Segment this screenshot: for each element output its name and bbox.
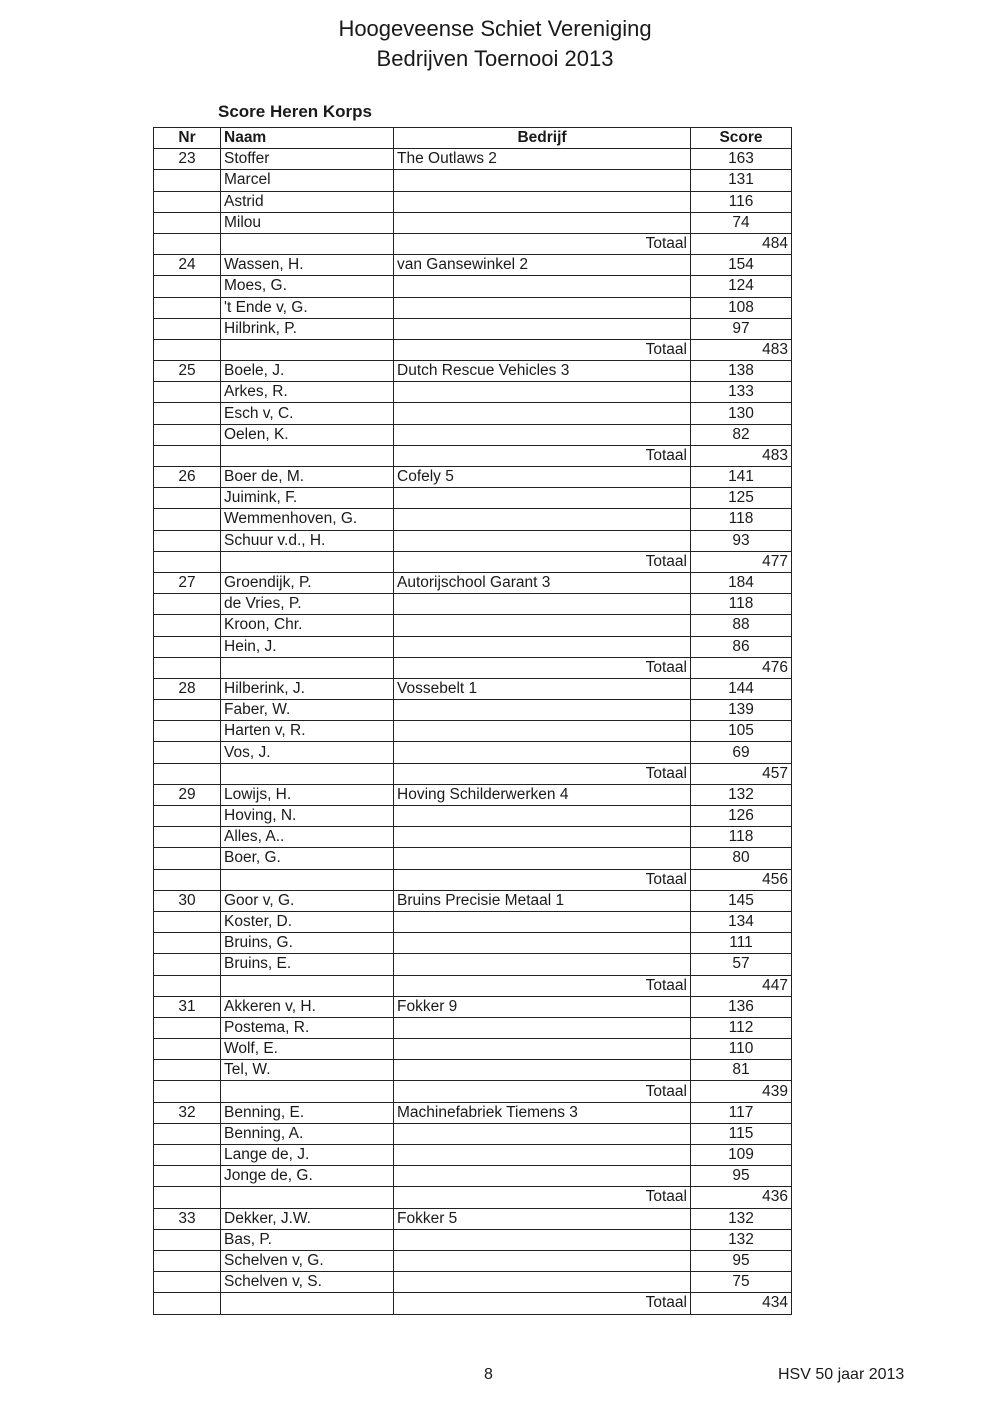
- cell-naam: Jonge de, G.: [221, 1166, 394, 1187]
- cell-bedrijf: [394, 827, 691, 848]
- cell-naam: Alles, A..: [221, 827, 394, 848]
- cell-nr: [154, 276, 221, 297]
- cell-nr: [154, 1060, 221, 1081]
- cell-bedrijf: [394, 191, 691, 212]
- cell-naam: Bruins, G.: [221, 933, 394, 954]
- cell-bedrijf: [394, 1272, 691, 1293]
- table-row: [154, 424, 792, 445]
- table-row: [154, 403, 792, 424]
- table-row: [154, 1272, 792, 1293]
- cell-score: 93: [691, 530, 792, 551]
- total-score: 439: [691, 1081, 792, 1102]
- cell-naam: Postema, R.: [221, 1017, 394, 1038]
- table-row: [154, 191, 792, 212]
- cell-score: 154: [691, 255, 792, 276]
- cell-naam: [221, 551, 394, 572]
- cell-score: 144: [691, 678, 792, 699]
- cell-naam: Arkes, R.: [221, 382, 394, 403]
- cell-bedrijf: [394, 530, 691, 551]
- cell-bedrijf: Fokker 9: [394, 996, 691, 1017]
- total-score: 476: [691, 657, 792, 678]
- cell-bedrijf: Cofely 5: [394, 467, 691, 488]
- cell-naam: Tel, W.: [221, 1060, 394, 1081]
- cell-nr: 29: [154, 784, 221, 805]
- cell-bedrijf: [394, 1250, 691, 1271]
- table-row: [154, 1229, 792, 1250]
- table-row: [154, 954, 792, 975]
- cell-score: 97: [691, 318, 792, 339]
- cell-nr: [154, 382, 221, 403]
- cell-naam: Koster, D.: [221, 911, 394, 932]
- table-row: [154, 848, 792, 869]
- cell-score: 139: [691, 700, 792, 721]
- table-row: [154, 1060, 792, 1081]
- cell-naam: Esch v, C.: [221, 403, 394, 424]
- table-row: [154, 1208, 792, 1229]
- cell-naam: de Vries, P.: [221, 594, 394, 615]
- total-label: Totaal: [394, 339, 691, 360]
- cell-nr: [154, 954, 221, 975]
- table-row: [154, 1017, 792, 1038]
- cell-score: 110: [691, 1039, 792, 1060]
- cell-naam: [221, 339, 394, 360]
- cell-nr: [154, 742, 221, 763]
- total-row: [154, 657, 792, 678]
- cell-bedrijf: [394, 806, 691, 827]
- cell-nr: [154, 551, 221, 572]
- cell-nr: [154, 1081, 221, 1102]
- cell-nr: [154, 615, 221, 636]
- table-row: [154, 276, 792, 297]
- cell-score: 108: [691, 297, 792, 318]
- table-row: [154, 594, 792, 615]
- cell-nr: [154, 339, 221, 360]
- cell-nr: 25: [154, 361, 221, 382]
- total-score: 456: [691, 869, 792, 890]
- total-score: 477: [691, 551, 792, 572]
- cell-score: 132: [691, 1208, 792, 1229]
- cell-score: 57: [691, 954, 792, 975]
- document-title: Hoogeveense Schiet Vereniging: [338, 16, 652, 41]
- cell-nr: [154, 403, 221, 424]
- cell-naam: Boer, G.: [221, 848, 394, 869]
- cell-naam: Vos, J.: [221, 742, 394, 763]
- cell-nr: [154, 700, 221, 721]
- total-row: [154, 1187, 792, 1208]
- cell-naam: Schuur v.d., H.: [221, 530, 394, 551]
- cell-naam: Marcel: [221, 170, 394, 191]
- total-row: [154, 1293, 792, 1314]
- cell-score: 131: [691, 170, 792, 191]
- table-row: [154, 1123, 792, 1144]
- cell-score: 105: [691, 721, 792, 742]
- total-label: Totaal: [394, 1081, 691, 1102]
- table-row: [154, 1039, 792, 1060]
- cell-score: 95: [691, 1166, 792, 1187]
- cell-nr: [154, 721, 221, 742]
- table-row: [154, 297, 792, 318]
- cell-score: 133: [691, 382, 792, 403]
- table-row: [154, 996, 792, 1017]
- cell-nr: 31: [154, 996, 221, 1017]
- cell-naam: Faber, W.: [221, 700, 394, 721]
- cell-naam: [221, 975, 394, 996]
- cell-nr: 32: [154, 1102, 221, 1123]
- cell-nr: 26: [154, 467, 221, 488]
- total-row: [154, 869, 792, 890]
- cell-score: 109: [691, 1145, 792, 1166]
- cell-score: 126: [691, 806, 792, 827]
- table-row: [154, 488, 792, 509]
- cell-score: 88: [691, 615, 792, 636]
- cell-score: 138: [691, 361, 792, 382]
- table-row: [154, 212, 792, 233]
- cell-naam: Lange de, J.: [221, 1145, 394, 1166]
- cell-bedrijf: [394, 170, 691, 191]
- cell-naam: [221, 1293, 394, 1314]
- total-label: Totaal: [394, 1293, 691, 1314]
- cell-nr: 27: [154, 572, 221, 593]
- cell-nr: [154, 488, 221, 509]
- cell-bedrijf: [394, 276, 691, 297]
- cell-naam: Bruins, E.: [221, 954, 394, 975]
- cell-naam: Lowijs, H.: [221, 784, 394, 805]
- cell-nr: [154, 594, 221, 615]
- table-row: [154, 170, 792, 191]
- cell-naam: 't Ende v, G.: [221, 297, 394, 318]
- cell-score: 117: [691, 1102, 792, 1123]
- cell-bedrijf: Machinefabriek Tiemens 3: [394, 1102, 691, 1123]
- table-row: [154, 149, 792, 170]
- cell-nr: [154, 933, 221, 954]
- cell-nr: [154, 1187, 221, 1208]
- cell-nr: [154, 1229, 221, 1250]
- table-row: [154, 721, 792, 742]
- cell-nr: 30: [154, 890, 221, 911]
- table-row: [154, 1250, 792, 1271]
- cell-bedrijf: Dutch Rescue Vehicles 3: [394, 361, 691, 382]
- cell-naam: Bas, P.: [221, 1229, 394, 1250]
- cell-nr: 24: [154, 255, 221, 276]
- total-label: Totaal: [394, 975, 691, 996]
- cell-bedrijf: [394, 954, 691, 975]
- cell-score: 184: [691, 572, 792, 593]
- table-row: [154, 806, 792, 827]
- table-row: [154, 784, 792, 805]
- cell-naam: Astrid: [221, 191, 394, 212]
- cell-score: 69: [691, 742, 792, 763]
- cell-bedrijf: Fokker 5: [394, 1208, 691, 1229]
- cell-naam: [221, 233, 394, 254]
- cell-naam: Boer de, M.: [221, 467, 394, 488]
- cell-score: 74: [691, 212, 792, 233]
- table-row: [154, 615, 792, 636]
- table-row: [154, 361, 792, 382]
- cell-naam: [221, 1081, 394, 1102]
- cell-score: 145: [691, 890, 792, 911]
- table-row: [154, 890, 792, 911]
- cell-score: 125: [691, 488, 792, 509]
- total-row: [154, 445, 792, 466]
- cell-bedrijf: [394, 615, 691, 636]
- cell-naam: Benning, A.: [221, 1123, 394, 1144]
- cell-nr: [154, 657, 221, 678]
- cell-naam: Hein, J.: [221, 636, 394, 657]
- cell-nr: [154, 763, 221, 784]
- table-row: [154, 530, 792, 551]
- cell-nr: [154, 1123, 221, 1144]
- cell-naam: [221, 657, 394, 678]
- section-title: Score Heren Korps: [218, 102, 372, 121]
- cell-naam: Kroon, Chr.: [221, 615, 394, 636]
- cell-bedrijf: [394, 1039, 691, 1060]
- score-table: [153, 127, 792, 1315]
- cell-bedrijf: [394, 488, 691, 509]
- cell-score: 132: [691, 784, 792, 805]
- total-score: 483: [691, 339, 792, 360]
- cell-nr: [154, 445, 221, 466]
- cell-bedrijf: [394, 424, 691, 445]
- cell-nr: [154, 1017, 221, 1038]
- cell-naam: Wolf, E.: [221, 1039, 394, 1060]
- column-header-score: Score: [691, 128, 792, 149]
- column-header-naam: Naam: [221, 128, 394, 149]
- cell-naam: Wemmenhoven, G.: [221, 509, 394, 530]
- footer-text: HSV 50 jaar 2013: [778, 1366, 905, 1383]
- cell-nr: [154, 975, 221, 996]
- cell-nr: 33: [154, 1208, 221, 1229]
- cell-naam: Schelven v, G.: [221, 1250, 394, 1271]
- total-label: Totaal: [394, 233, 691, 254]
- cell-naam: Milou: [221, 212, 394, 233]
- column-header-bedrijf: Bedrijf: [394, 128, 691, 149]
- table-header-row: [154, 128, 792, 149]
- cell-bedrijf: [394, 509, 691, 530]
- document-subtitle: Bedrijven Toernooi 2013: [376, 46, 614, 71]
- table-row: [154, 255, 792, 276]
- cell-score: 136: [691, 996, 792, 1017]
- cell-bedrijf: [394, 1060, 691, 1081]
- total-row: [154, 1081, 792, 1102]
- cell-bedrijf: [394, 1017, 691, 1038]
- cell-nr: [154, 424, 221, 445]
- cell-naam: Goor v, G.: [221, 890, 394, 911]
- cell-score: 118: [691, 594, 792, 615]
- cell-naam: [221, 869, 394, 890]
- cell-naam: [221, 763, 394, 784]
- cell-bedrijf: van Gansewinkel 2: [394, 255, 691, 276]
- cell-nr: [154, 806, 221, 827]
- total-label: Totaal: [394, 869, 691, 890]
- cell-score: 75: [691, 1272, 792, 1293]
- cell-bedrijf: [394, 911, 691, 932]
- table-row: [154, 509, 792, 530]
- total-score: 484: [691, 233, 792, 254]
- total-row: [154, 339, 792, 360]
- table-row: [154, 827, 792, 848]
- cell-bedrijf: [394, 403, 691, 424]
- total-score: 434: [691, 1293, 792, 1314]
- cell-bedrijf: [394, 1166, 691, 1187]
- cell-score: 118: [691, 509, 792, 530]
- cell-score: 80: [691, 848, 792, 869]
- cell-bedrijf: [394, 848, 691, 869]
- cell-nr: [154, 1250, 221, 1271]
- cell-naam: Akkeren v, H.: [221, 996, 394, 1017]
- cell-score: 134: [691, 911, 792, 932]
- cell-score: 81: [691, 1060, 792, 1081]
- cell-score: 115: [691, 1123, 792, 1144]
- cell-nr: [154, 233, 221, 254]
- cell-score: 141: [691, 467, 792, 488]
- cell-naam: Groendijk, P.: [221, 572, 394, 593]
- total-score: 483: [691, 445, 792, 466]
- cell-score: 86: [691, 636, 792, 657]
- cell-bedrijf: [394, 297, 691, 318]
- cell-score: 118: [691, 827, 792, 848]
- cell-bedrijf: [394, 1123, 691, 1144]
- table-row: [154, 700, 792, 721]
- cell-naam: Wassen, H.: [221, 255, 394, 276]
- cell-nr: [154, 318, 221, 339]
- table-row: [154, 1102, 792, 1123]
- total-label: Totaal: [394, 657, 691, 678]
- table-row: [154, 911, 792, 932]
- cell-nr: [154, 827, 221, 848]
- cell-bedrijf: [394, 594, 691, 615]
- cell-bedrijf: [394, 382, 691, 403]
- cell-bedrijf: [394, 700, 691, 721]
- cell-bedrijf: [394, 933, 691, 954]
- cell-nr: [154, 297, 221, 318]
- total-label: Totaal: [394, 445, 691, 466]
- cell-score: 116: [691, 191, 792, 212]
- cell-naam: Moes, G.: [221, 276, 394, 297]
- cell-bedrijf: [394, 212, 691, 233]
- cell-nr: [154, 869, 221, 890]
- cell-bedrijf: [394, 1229, 691, 1250]
- table-row: [154, 636, 792, 657]
- cell-bedrijf: [394, 1145, 691, 1166]
- table-row: [154, 678, 792, 699]
- cell-bedrijf: [394, 742, 691, 763]
- cell-bedrijf: Autorijschool Garant 3: [394, 572, 691, 593]
- cell-naam: Schelven v, S.: [221, 1272, 394, 1293]
- cell-naam: Hoving, N.: [221, 806, 394, 827]
- table-row: [154, 1145, 792, 1166]
- table-row: [154, 742, 792, 763]
- table-row: [154, 933, 792, 954]
- table-row: [154, 382, 792, 403]
- total-row: [154, 975, 792, 996]
- cell-naam: Harten v, R.: [221, 721, 394, 742]
- total-label: Totaal: [394, 1187, 691, 1208]
- cell-bedrijf: [394, 636, 691, 657]
- cell-bedrijf: Vossebelt 1: [394, 678, 691, 699]
- table-row: [154, 318, 792, 339]
- cell-bedrijf: Hoving Schilderwerken 4: [394, 784, 691, 805]
- cell-naam: Boele, J.: [221, 361, 394, 382]
- cell-score: 130: [691, 403, 792, 424]
- cell-nr: [154, 1145, 221, 1166]
- cell-nr: [154, 911, 221, 932]
- total-row: [154, 763, 792, 784]
- cell-nr: 23: [154, 149, 221, 170]
- cell-nr: [154, 1039, 221, 1060]
- total-label: Totaal: [394, 551, 691, 572]
- cell-nr: [154, 212, 221, 233]
- cell-naam: Stoffer: [221, 149, 394, 170]
- cell-nr: [154, 170, 221, 191]
- total-row: [154, 233, 792, 254]
- table-row: [154, 467, 792, 488]
- column-header-nr: Nr: [154, 128, 221, 149]
- cell-nr: [154, 191, 221, 212]
- cell-bedrijf: The Outlaws 2: [394, 149, 691, 170]
- cell-bedrijf: [394, 318, 691, 339]
- cell-nr: [154, 530, 221, 551]
- page-number: 8: [484, 1366, 493, 1383]
- cell-score: 111: [691, 933, 792, 954]
- cell-nr: [154, 1166, 221, 1187]
- cell-nr: [154, 848, 221, 869]
- total-score: 447: [691, 975, 792, 996]
- cell-naam: Hilberink, J.: [221, 678, 394, 699]
- cell-naam: Dekker, J.W.: [221, 1208, 394, 1229]
- cell-naam: [221, 445, 394, 466]
- cell-naam: Oelen, K.: [221, 424, 394, 445]
- cell-score: 82: [691, 424, 792, 445]
- cell-nr: [154, 509, 221, 530]
- total-score: 457: [691, 763, 792, 784]
- cell-nr: [154, 1272, 221, 1293]
- cell-naam: Hilbrink, P.: [221, 318, 394, 339]
- cell-nr: 28: [154, 678, 221, 699]
- cell-nr: [154, 636, 221, 657]
- table-row: [154, 572, 792, 593]
- cell-score: 112: [691, 1017, 792, 1038]
- cell-nr: [154, 1293, 221, 1314]
- cell-score: 132: [691, 1229, 792, 1250]
- total-score: 436: [691, 1187, 792, 1208]
- table-body: [154, 149, 792, 1314]
- cell-score: 95: [691, 1250, 792, 1271]
- cell-score: 124: [691, 276, 792, 297]
- cell-naam: Juimink, F.: [221, 488, 394, 509]
- cell-naam: [221, 1187, 394, 1208]
- total-label: Totaal: [394, 763, 691, 784]
- cell-score: 163: [691, 149, 792, 170]
- total-row: [154, 551, 792, 572]
- cell-naam: Benning, E.: [221, 1102, 394, 1123]
- cell-bedrijf: [394, 721, 691, 742]
- table-row: [154, 1166, 792, 1187]
- cell-bedrijf: Bruins Precisie Metaal 1: [394, 890, 691, 911]
